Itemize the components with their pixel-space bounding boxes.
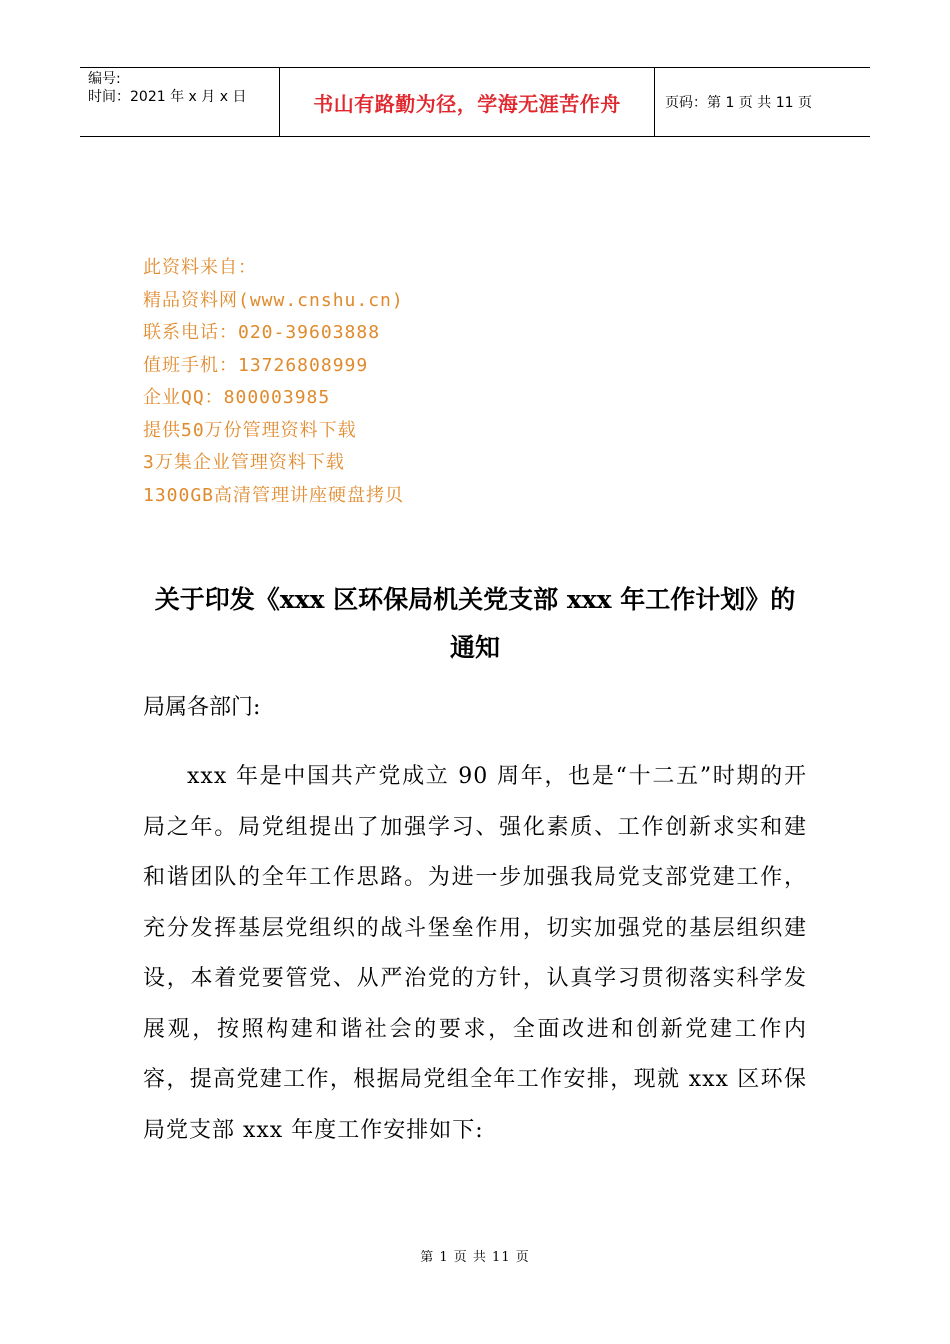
source-line: 企业QQ：800003985 [143,387,331,408]
source-line: 联系电话：020-39603888 [143,322,381,343]
body-paragraph: xxx 年是中国共产党成立 90 周年，也是“十二五”时期的开局之年。局党组提出了加强学习、强化素质、工作创新求实和建和谐团队的全年工作思路。为进一步加强我局党支部党建工作，充分发挥基层党组织的战斗堡垒作用，切实加强党的基层组织建设，本着党要管党、从严治党的方针，认真学习贯彻落实科学发展观，按照构建和谐社会的要求，全面改进和创新党建工作内容，提高党建工作，根据局党组全年工作安排，现就 xxx 区环保局党支部 xxx 年度工作安排如下: [143,764,807,1143]
source-line: 值班手机：13726808999 [143,354,369,376]
source-line: 精品资料网(www.cnshu.cn) [143,289,404,311]
page-footer: 第 1 页 共 11 页 [420,1250,530,1265]
header-motto: 书山有路勤为径，学海无涯苦作舟 [280,68,655,136]
source-line: 此资料来自： [143,257,257,278]
source-line: 1300GB高清管理讲座硬盘拷贝 [143,484,405,506]
source-line: 提供50万份管理资料下载 [143,419,357,441]
source-line: 3万集企业管理资料下载 [143,452,345,473]
document-title: 关于印发《xxx 区环保局机关党支部 xxx 年工作计划》的通知 [154,585,796,662]
source-info-block [143,252,404,512]
page-header [80,67,870,137]
number-label: 编号: [88,71,121,87]
salutation: 局属各部门: [143,695,261,720]
header-page-info: 页码：第 1 页 共 11 页 [665,95,812,111]
time-label: 时间：2021 年 x 月 x 日 [88,89,247,105]
header-meta [80,68,280,136]
